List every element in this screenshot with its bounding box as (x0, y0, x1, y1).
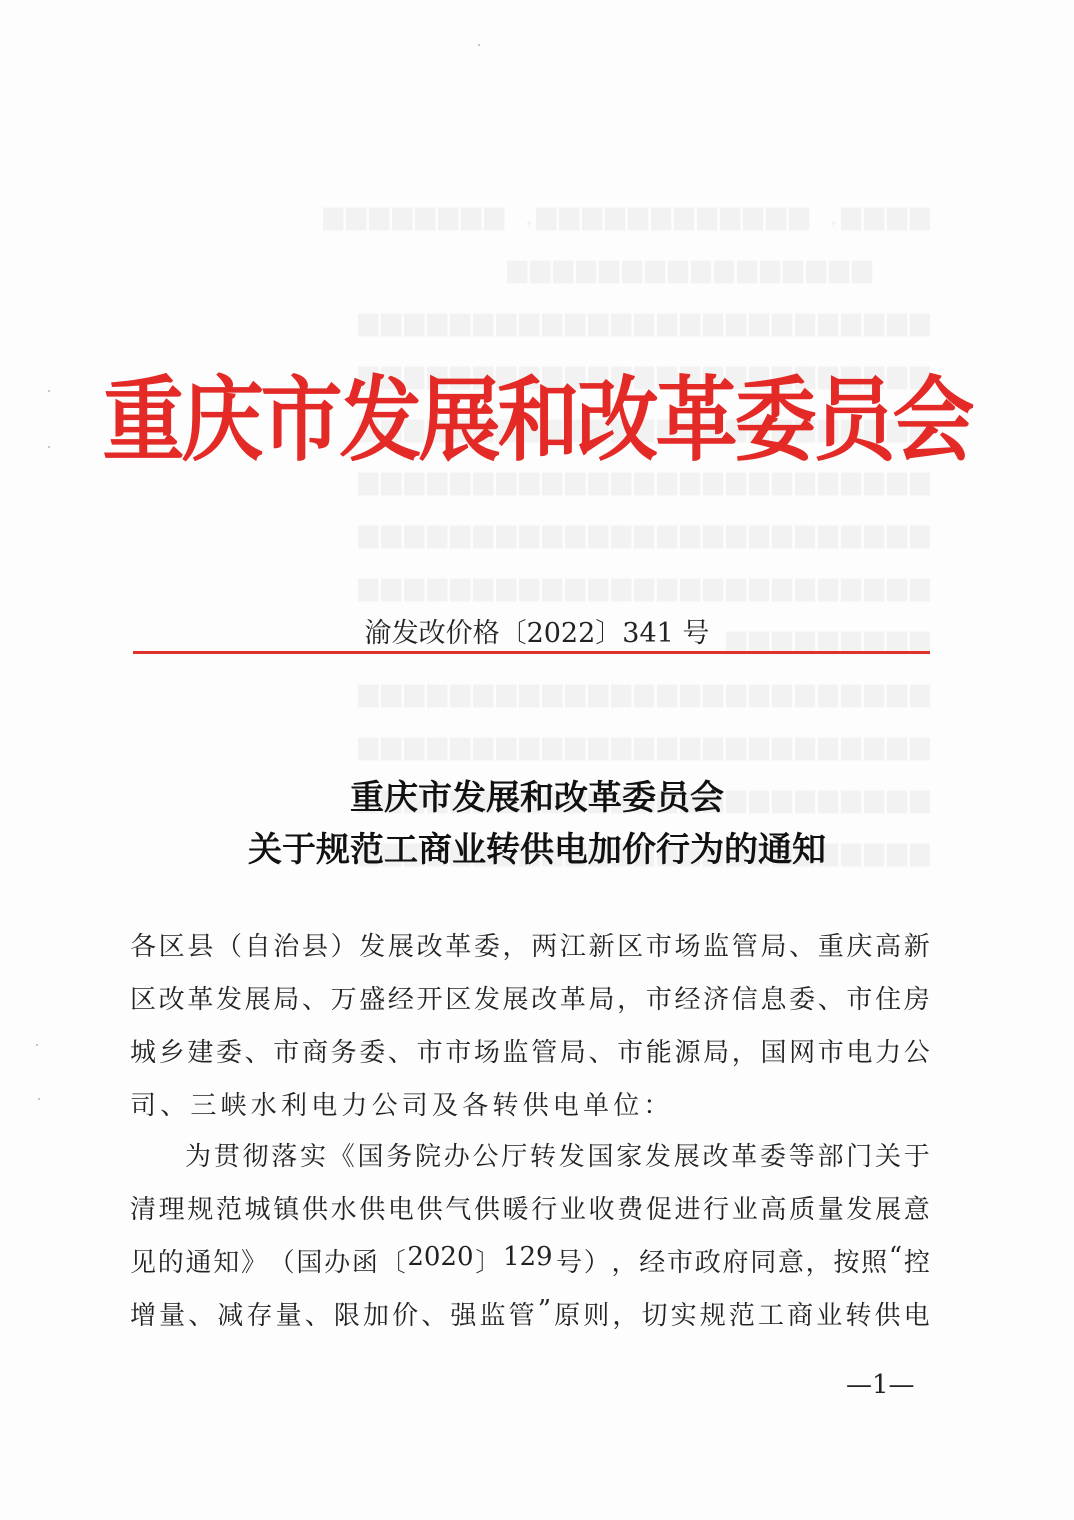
addressee-line: 城 乡 建 委 、 市 商 务 委 、 市 市 场 监 管 局 、 市 能 源 局 ， 国 网 市 电 力 公 (130, 1038, 930, 1068)
addressee-line: 各 区 县 （ 自 治 县 ） 发 展 改 革 委 ， 两 江 新 区 市 场 监 管 局 、 重 庆 高 新 (130, 932, 930, 962)
scan-speck (36, 1044, 38, 1046)
paragraph-line: 增 量 、 减 存 量 、 限 加 价 、 强 监 管 ” 原 则 ， 切 实 规 范 工 商 业 转 供 电 (130, 1295, 930, 1331)
scan-speck (38, 1098, 40, 1100)
scan-speck (48, 446, 50, 448)
paragraph-line: 为 贯 彻 落 实 《 国 务 院 办 公 厅 转 发 国 家 发 展 改 革 委 等 部 门 关 于 (185, 1142, 930, 1172)
page-number: —1— (846, 1370, 915, 1400)
addressee-line: 区 改 革 发 展 局 、 万 盛 经 开 区 发 展 改 革 局 ， 市 经 济 信 息 委 、 市 住 房 (130, 985, 930, 1015)
scan-speck (48, 390, 50, 392)
paragraph-line: 清 理 规 范 城 镇 供 水 供 电 供 气 供 暖 行 业 收 费 促 进 行 业 高 质 量 发 展 意 (130, 1195, 930, 1225)
scan-speck (478, 44, 480, 46)
agency-header: 重庆市发展和改革委员会 (102, 368, 972, 475)
document-number: 渝发改价格〔2022〕341 号 (364, 618, 710, 649)
notice-title-line-2: 关于规范工商业转供电加价行为的通知 (248, 830, 826, 870)
red-separator-rule (133, 651, 930, 654)
notice-title-line-1: 重庆市发展和改革委员会 (350, 778, 724, 818)
addressee-line: 司、三峡水利电力公司及各转供电单位： (130, 1091, 674, 1121)
paragraph-line: 见 的 通 知 》 （ 国 办 函 〔 2020 〕 129 号 ） ， 经 市 政 府 同 意 ， 按 照 “ 控 (130, 1242, 930, 1278)
